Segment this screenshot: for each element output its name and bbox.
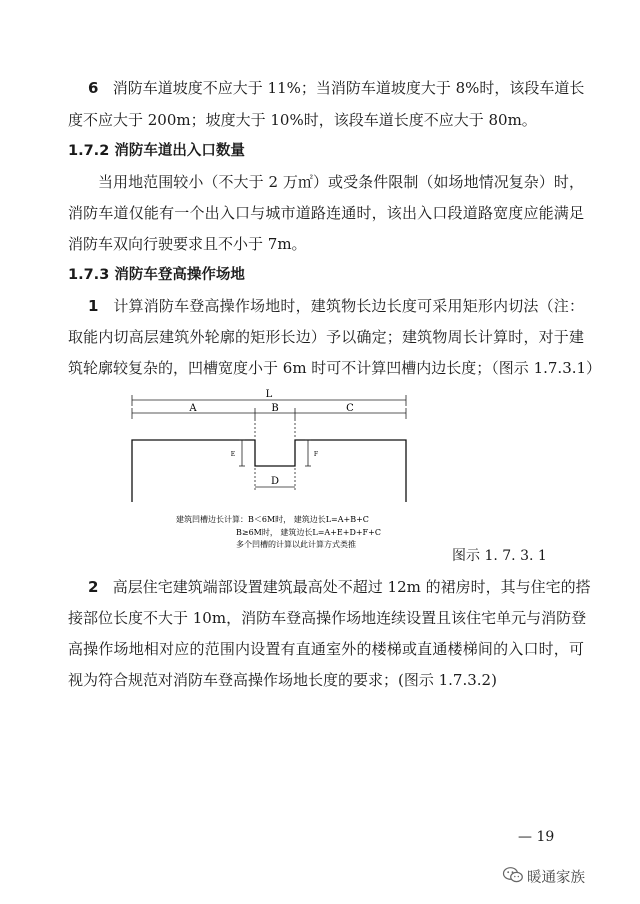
figure-note-2: B≥6M时， 建筑边长L=A+E+D+F+C — [236, 528, 381, 537]
label-f: F — [313, 451, 319, 458]
label-l: L — [265, 389, 273, 400]
s172-line-3: 消防车双向行驶要求且不小于 7m。 — [68, 235, 307, 253]
item-6-number: 6 — [88, 79, 99, 97]
s173-item1-line-2: 取能内切高层建筑外轮廓的矩形长边）予以确定；建筑物周长计算时，对于建 — [68, 328, 584, 346]
s172-line-1: 当用地范围较小（不大于 2 万㎡）或受条件限制（如场地情况复杂）时， — [98, 173, 584, 191]
label-a: A — [189, 403, 197, 414]
s173-item1-text-1: 计算消防车登高操作场地时，建筑物长边长度可采用矩形内切法（注： — [113, 297, 584, 315]
label-d: D — [270, 476, 280, 487]
label-e: E — [230, 451, 236, 458]
item-2-line-2: 接部位长度不大于 10m，消防车登高操作场地连续设置且该住宅单元与消防登 — [68, 609, 587, 627]
label-c: C — [346, 403, 354, 414]
section-heading-1-7-2: 1.7.2 消防车道出入口数量 — [68, 143, 245, 159]
s173-item1-line-3: 筑轮廓较复杂的，凹槽宽度小于 6m 时可不计算凹槽内边长度；（图示 1.7.3.1） — [68, 359, 602, 377]
item-6-line-1 — [88, 78, 584, 98]
s173-item1-line-1 — [88, 296, 584, 316]
page-number: — 19 — [518, 829, 555, 845]
watermark-text: 暖通家族 — [527, 870, 585, 886]
item-2-line-3: 高操作场地相对应的范围内设置有直通室外的楼梯或直通楼梯间的入口时，可 — [68, 640, 584, 658]
item-2-line-4: 视为符合规范对消防车登高操作场地长度的要求；(图示 1.7.3.2) — [68, 671, 497, 689]
item-2-text-1: 高层住宅建筑端部设置建筑最高处不超过 12m 的裙房时，其与住宅的搭 — [112, 578, 591, 596]
label-b: B — [271, 403, 279, 414]
s173-item1-number: 1 — [88, 297, 99, 315]
figure-note-3: 多个凹槽的计算以此计算方式类推 — [236, 540, 356, 549]
figure-1-7-3-1 — [120, 384, 420, 554]
figure-diagram — [120, 384, 420, 554]
item-6-line-2: 度不应大于 200m；坡度大于 10%时，该段车道长度不应大于 80m。 — [68, 111, 537, 129]
item-6-text-1: 消防车道坡度不应大于 11%；当消防车道坡度大于 8%时，该段车道长 — [112, 79, 585, 97]
figure-note-1: 建筑凹槽边长计算：B＜6M时， 建筑边长L=A+B+C — [176, 515, 369, 524]
section-heading-1-7-3: 1.7.3 消防车登高操作场地 — [68, 267, 245, 283]
figure-caption: 图示 1. 7. 3. 1 — [452, 548, 547, 564]
item-2-number: 2 — [88, 578, 99, 596]
wechat-icon — [502, 866, 524, 884]
building-outline — [132, 440, 406, 502]
item-2-line-1 — [88, 577, 591, 597]
s172-line-2: 消防车道仅能有一个出入口与城市道路连通时，该出入口段道路宽度应能满足 — [68, 204, 584, 222]
